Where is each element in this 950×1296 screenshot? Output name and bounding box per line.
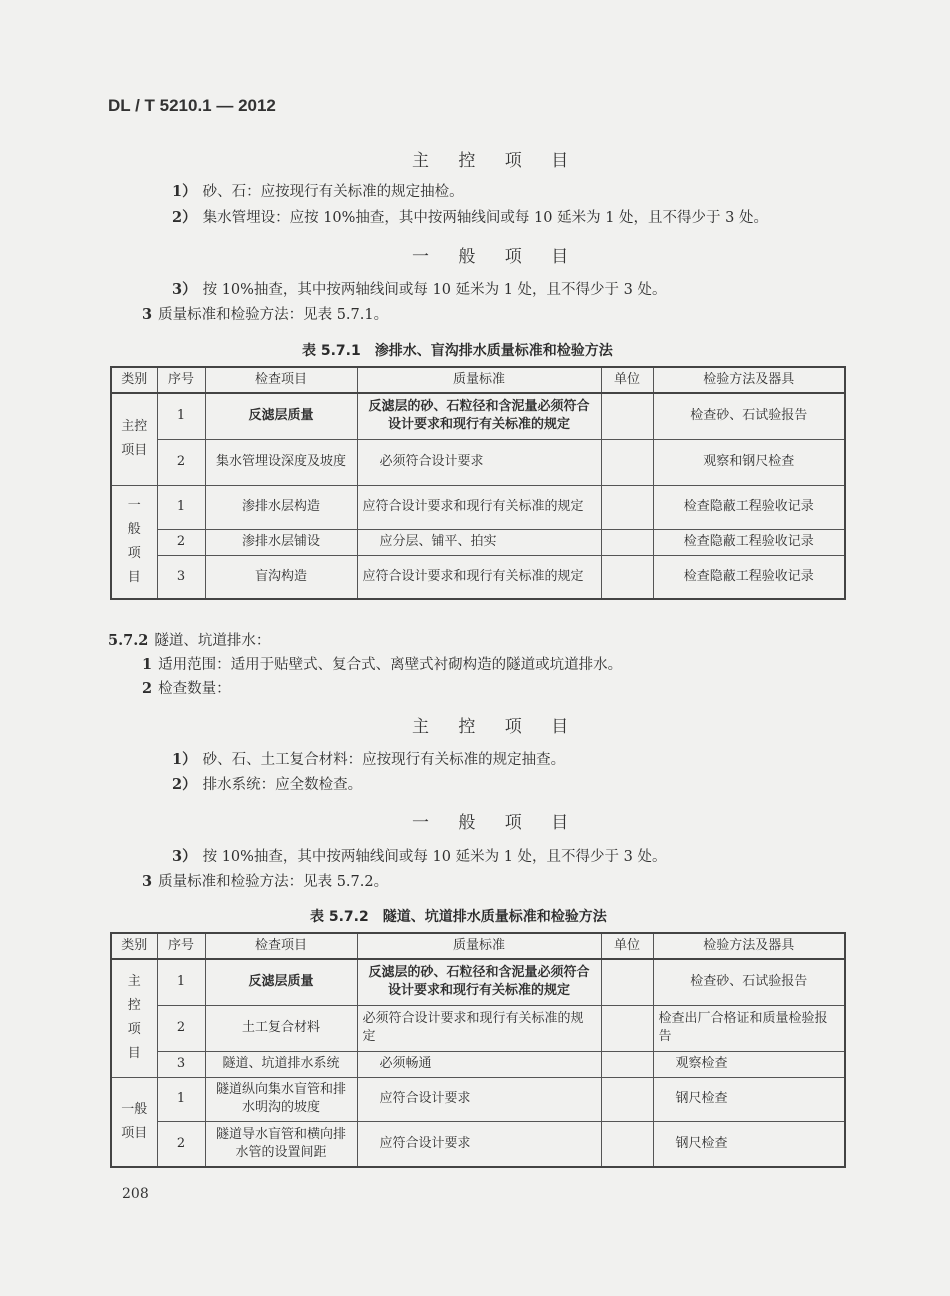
item-text: 砂、石：应按现行有关标准的规定抽检。 [202, 184, 464, 200]
section-number: 5.7.2 [108, 632, 149, 649]
column-header: 类别 [111, 933, 157, 959]
item-number: 3 [142, 306, 153, 323]
column-header: 质量标准 [357, 933, 601, 959]
list-item [172, 180, 464, 201]
page-number: 208 [122, 1186, 149, 1202]
table-cell: 1 [157, 393, 205, 439]
table-cell [601, 529, 653, 555]
table-cell: 反滤层质量 [205, 393, 357, 439]
table-row [111, 1077, 845, 1121]
table-cell: 检查隐蔽工程验收记录 [653, 529, 845, 555]
item-text: 按 10%抽查，其中按两轴线间或每 10 延米为 1 处，且不得少于 3 处。 [202, 282, 667, 298]
table-header-row [111, 933, 845, 959]
general-items-title: 一 般 项 目 [412, 247, 581, 267]
table-cell: 应符合设计要求和现行有关标准的规定 [357, 485, 601, 529]
item-number: 3） [172, 281, 197, 298]
table-cell: 反滤层的砂、石粒径和含泥量必须符合设计要求和现行有关标准的规定 [357, 959, 601, 1005]
table-cell: 渗排水层构造 [205, 485, 357, 529]
item-number: 3） [172, 848, 197, 865]
table-cell: 集水管埋设深度及坡度 [205, 439, 357, 485]
table-cell: 必须符合设计要求 [357, 439, 601, 485]
item-text: 质量标准和检验方法：见表 5.7.2。 [158, 874, 389, 890]
section-heading [108, 629, 270, 650]
table-row [111, 485, 845, 529]
item-text: 质量标准和检验方法：见表 5.7.1。 [158, 307, 389, 323]
main-control-items-title: 主 控 项 目 [412, 151, 581, 171]
table-cell [601, 1077, 653, 1121]
list-item [142, 870, 388, 891]
table-cell: 1 [157, 959, 205, 1005]
item-text: 按 10%抽查，其中按两轴线间或每 10 延米为 1 处，且不得少于 3 处。 [202, 849, 667, 865]
table-cell: 钢尺检查 [653, 1121, 845, 1167]
table-cell: 检查隐蔽工程验收记录 [653, 485, 845, 529]
list-item [172, 278, 667, 299]
table-cell: 隧道、坑道排水系统 [205, 1051, 357, 1077]
column-header: 检验方法及器具 [653, 367, 845, 393]
main-control-items-title: 主 控 项 目 [412, 717, 581, 737]
column-header: 检查项目 [205, 933, 357, 959]
category-cell: 主控 项目 [111, 393, 157, 485]
item-text: 砂、石、土工复合材料：应按现行有关标准的规定抽查。 [202, 752, 566, 768]
table-cell: 应符合设计要求 [357, 1077, 601, 1121]
table-cell: 检查出厂合格证和质量检验报告 [653, 1005, 845, 1051]
table-cell [601, 485, 653, 529]
column-header: 类别 [111, 367, 157, 393]
list-item [142, 303, 388, 324]
column-header: 检查项目 [205, 367, 357, 393]
table-row [111, 1005, 845, 1051]
table-cell: 隧道导水盲管和横向排水管的设置间距 [205, 1121, 357, 1167]
table-cell: 检查砂、石试验报告 [653, 393, 845, 439]
item-number: 1） [172, 751, 197, 768]
table-cell: 3 [157, 555, 205, 599]
document-code-header: DL / T 5210.1 — 2012 [108, 96, 276, 115]
table-row [111, 529, 845, 555]
list-item [172, 773, 362, 794]
table-cell [601, 393, 653, 439]
list-item [172, 206, 768, 227]
table-caption: 表 5.7.1 渗排水、盲沟排水质量标准和检验方法 [302, 343, 613, 359]
table-cell [601, 1121, 653, 1167]
table-cell [601, 1051, 653, 1077]
list-item [172, 748, 565, 769]
table-row [111, 1121, 845, 1167]
column-header: 单位 [601, 933, 653, 959]
item-number: 1 [142, 656, 153, 673]
list-item [142, 677, 231, 698]
table-cell [601, 555, 653, 599]
column-header: 序号 [157, 933, 205, 959]
table-row [111, 439, 845, 485]
list-item [142, 653, 622, 674]
table-cell [601, 959, 653, 1005]
column-header: 序号 [157, 367, 205, 393]
table-cell: 应符合设计要求和现行有关标准的规定 [357, 555, 601, 599]
table-cell: 观察和钢尺检查 [653, 439, 845, 485]
quality-standard-table [110, 366, 846, 600]
table-row [111, 1051, 845, 1077]
table-cell: 1 [157, 485, 205, 529]
column-header: 单位 [601, 367, 653, 393]
item-text: 集水管埋设：应按 10%抽查，其中按两轴线间或每 10 延米为 1 处，且不得少于 3 处。 [202, 210, 768, 226]
table-cell: 观察检查 [653, 1051, 845, 1077]
general-items-title: 一 般 项 目 [412, 813, 581, 833]
section-heading-text: 隧道、坑道排水： [154, 633, 271, 649]
item-text: 排水系统：应全数检查。 [202, 777, 363, 793]
item-number: 3 [142, 873, 153, 890]
table-cell: 反滤层的砂、石粒径和含泥量必须符合设计要求和现行有关标准的规定 [357, 393, 601, 439]
table-cell: 盲沟构造 [205, 555, 357, 599]
item-number: 2） [172, 209, 197, 226]
category-cell: 一 般 项 目 [111, 485, 157, 599]
table-cell: 渗排水层铺设 [205, 529, 357, 555]
category-cell: 一般 项目 [111, 1077, 157, 1167]
item-number: 1） [172, 183, 197, 200]
table-cell: 检查砂、石试验报告 [653, 959, 845, 1005]
table-cell: 钢尺检查 [653, 1077, 845, 1121]
table-row [111, 959, 845, 1005]
table-cell: 必须符合设计要求和现行有关标准的规定 [357, 1005, 601, 1051]
table-header-row [111, 367, 845, 393]
item-number: 2 [142, 680, 153, 697]
table-cell: 检查隐蔽工程验收记录 [653, 555, 845, 599]
table-cell: 土工复合材料 [205, 1005, 357, 1051]
list-item [172, 845, 667, 866]
item-text: 适用范围：适用于贴壁式、复合式、离壁式衬砌构造的隧道或坑道排水。 [158, 657, 623, 673]
table-cell: 应符合设计要求 [357, 1121, 601, 1167]
table-cell: 1 [157, 1077, 205, 1121]
item-number: 2） [172, 776, 197, 793]
table-cell [601, 439, 653, 485]
table-cell: 必须畅通 [357, 1051, 601, 1077]
category-cell: 主 控 项 目 [111, 959, 157, 1077]
tunnel-drainage-table [110, 932, 846, 1168]
table-cell: 2 [157, 439, 205, 485]
table-cell: 3 [157, 1051, 205, 1077]
item-text: 检查数量： [158, 681, 231, 697]
table-cell: 2 [157, 1121, 205, 1167]
table-cell: 应分层、铺平、拍实 [357, 529, 601, 555]
table-cell: 2 [157, 529, 205, 555]
table-row [111, 393, 845, 439]
table-cell: 2 [157, 1005, 205, 1051]
table-cell: 隧道纵向集水盲管和排水明沟的坡度 [205, 1077, 357, 1121]
table-cell [601, 1005, 653, 1051]
table-cell: 反滤层质量 [205, 959, 357, 1005]
table-caption: 表 5.7.2 隧道、坑道排水质量标准和检验方法 [310, 909, 607, 925]
table-row [111, 555, 845, 599]
column-header: 质量标准 [357, 367, 601, 393]
column-header: 检验方法及器具 [653, 933, 845, 959]
